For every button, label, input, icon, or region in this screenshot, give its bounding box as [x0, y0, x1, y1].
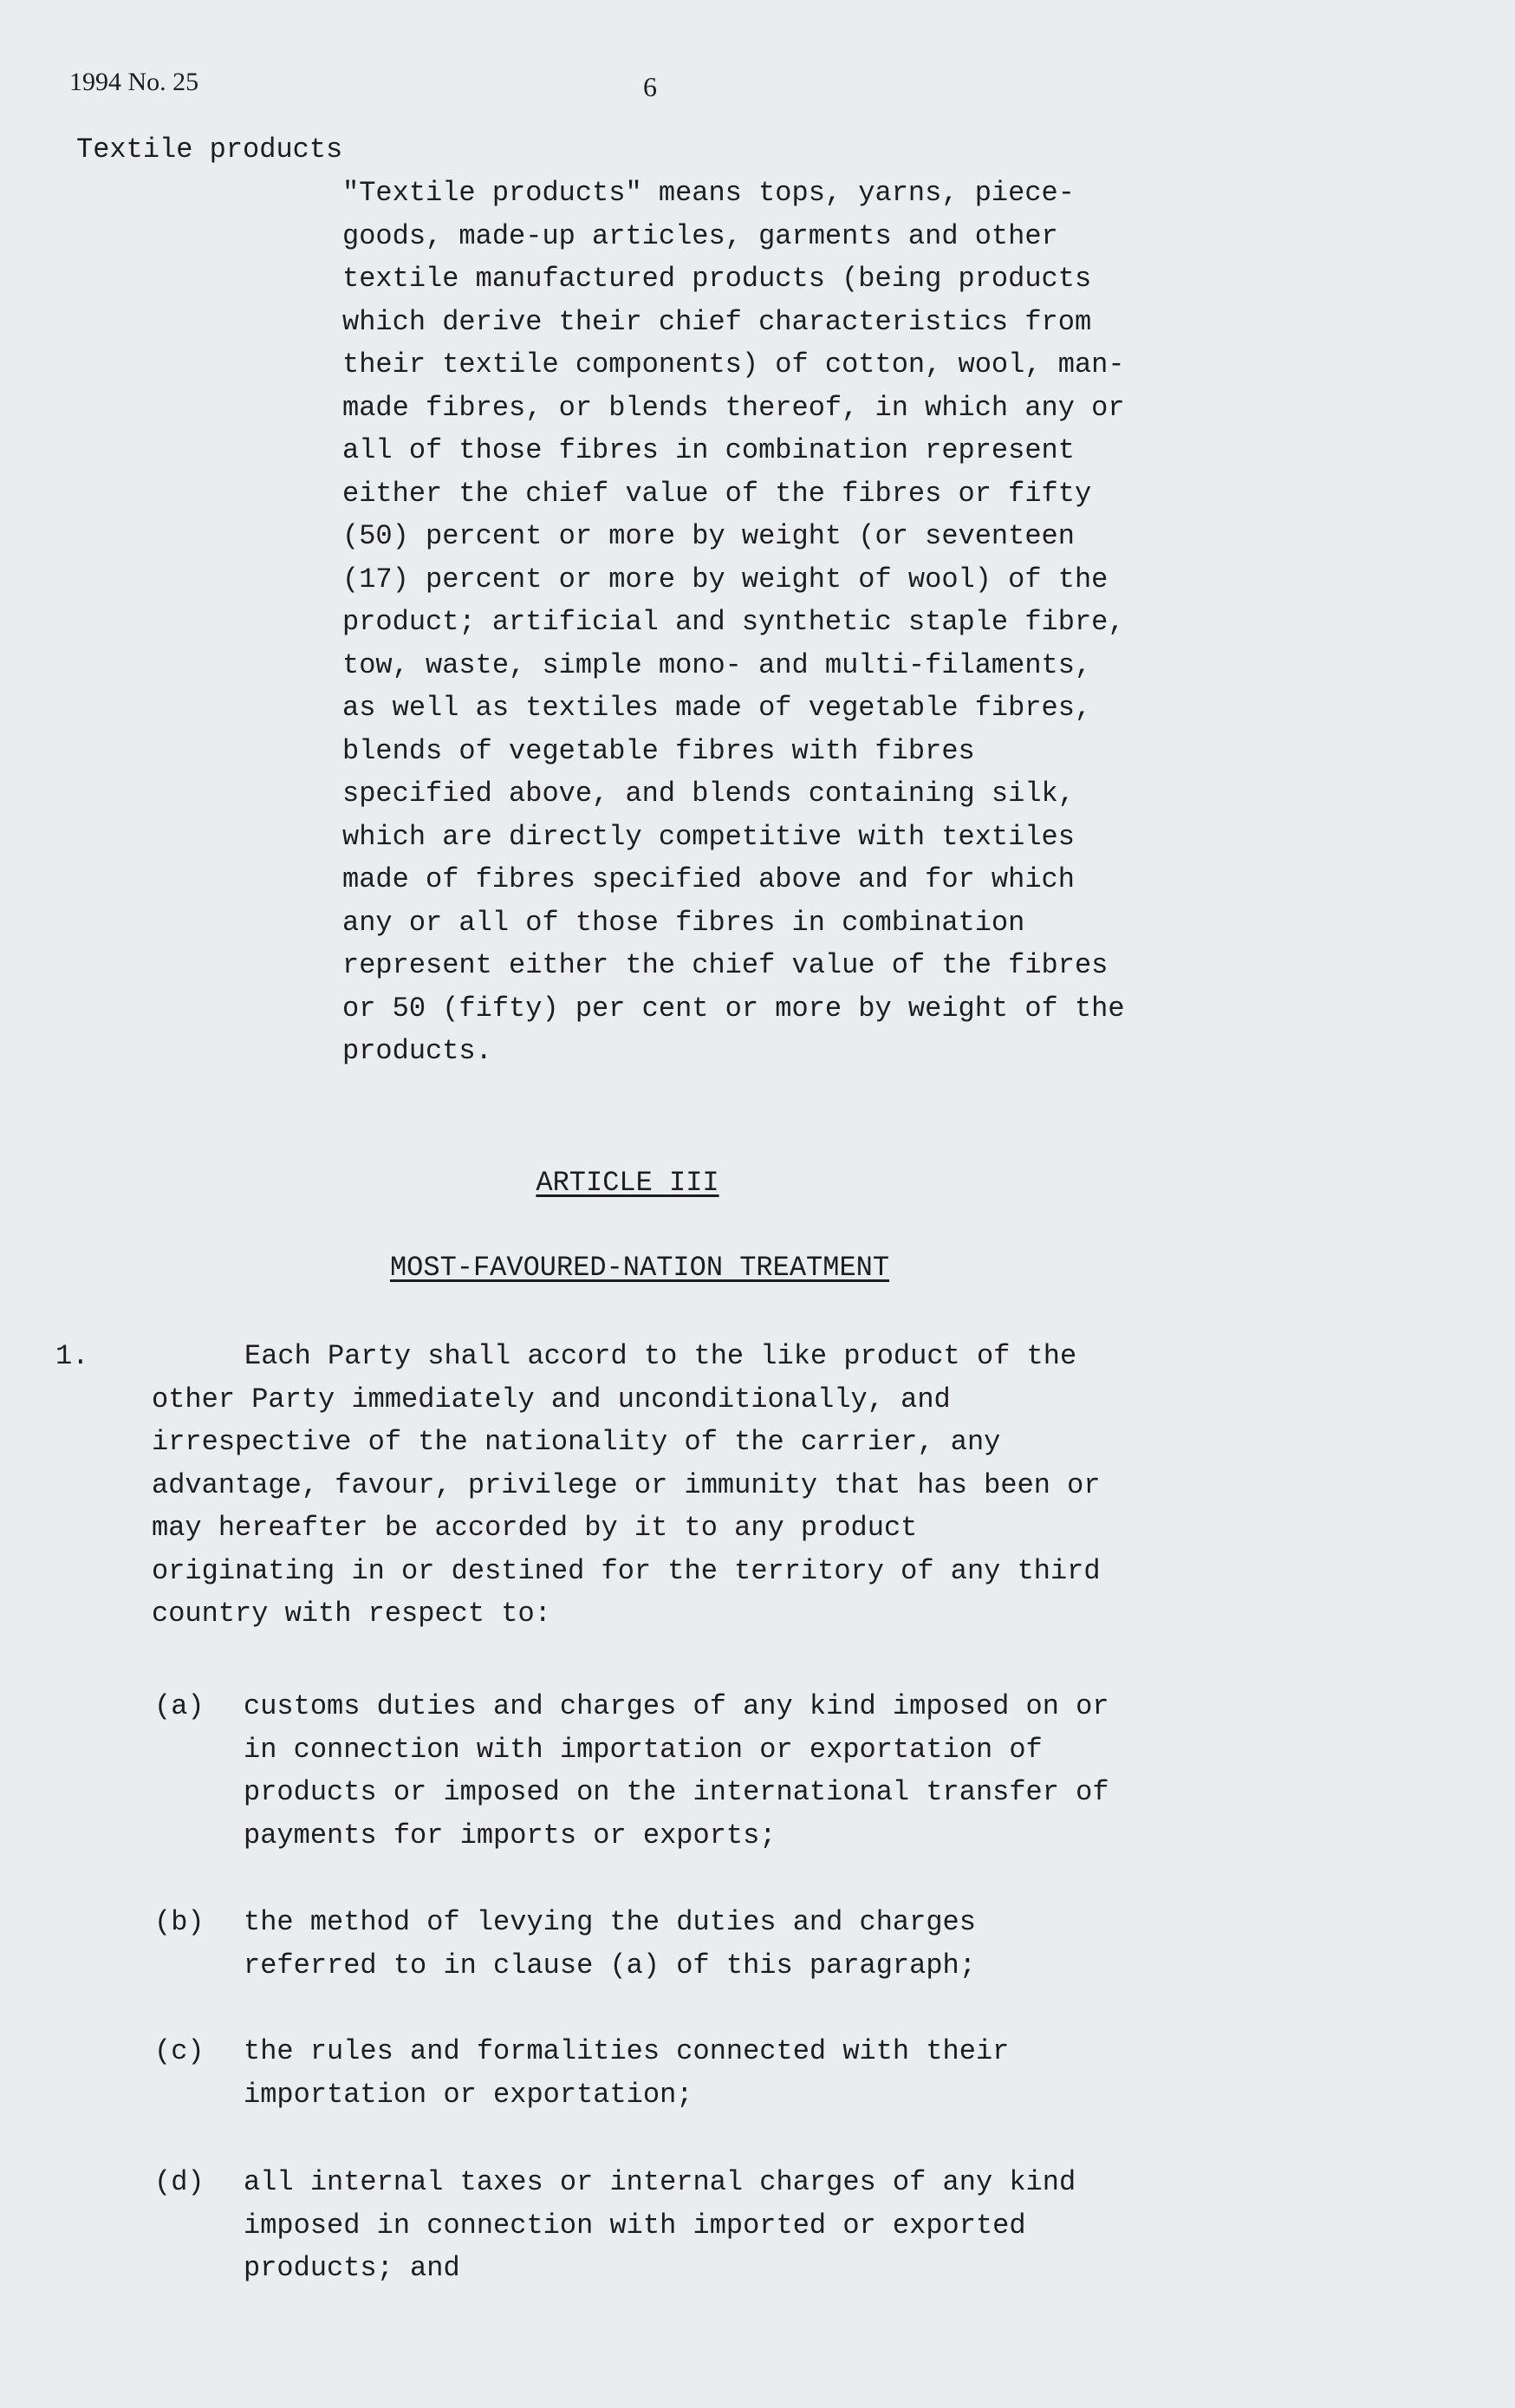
- paragraph-line: Each Party shall accord to the like product of the: [244, 1340, 1077, 1372]
- definition-line: (17) percent or more by weight of wool) of the: [342, 563, 1109, 595]
- clause-line: imposed in connection with imported or exported: [244, 2209, 1026, 2242]
- definition-line: made of fibres specified above and for which: [342, 863, 1075, 895]
- clause-text: [244, 2030, 1009, 2116]
- definition-line: all of those fibres in combination represent: [342, 434, 1075, 466]
- clause-text: [244, 1685, 1109, 1857]
- definition-line: goods, made-up articles, garments and other: [342, 219, 1058, 252]
- definition-line: their textile components) of cotton, wool, man-: [342, 348, 1125, 381]
- article-subtitle: MOST-FAVOURED-NATION TREATMENT: [389, 1252, 890, 1284]
- definition-line: made fibres, or blends thereof, in which any or: [342, 391, 1125, 424]
- clause-line: customs duties and charges of any kind imposed on or: [244, 1690, 1109, 1722]
- paragraph-text: [152, 1335, 1101, 1636]
- definition-line: (50) percent or more by weight (or seventeen: [342, 520, 1075, 552]
- page-number: 6: [643, 71, 657, 102]
- paragraph-line: advantage, favour, privilege or immunity that has been or: [152, 1468, 1101, 1501]
- clause-text: [244, 2161, 1076, 2290]
- definition-line: which derive their chief characteristics from: [342, 305, 1092, 338]
- definition-line: product; artificial and synthetic staple fibre,: [342, 606, 1125, 638]
- clause-label: (c): [154, 2035, 205, 2067]
- clause-line: products; and: [244, 2252, 460, 2284]
- document-reference: 1994 No. 25: [69, 68, 199, 96]
- clause-line: the method of levying the duties and charges: [244, 1906, 976, 1938]
- definition-line: which are directly competitive with textiles: [342, 820, 1075, 853]
- paragraph-line: other Party immediately and unconditionally, and: [152, 1383, 951, 1416]
- clause-line: payments for imports or exports;: [244, 1819, 777, 1852]
- paragraph-line: originating in or destined for the territory of any third: [152, 1554, 1101, 1587]
- definition-line: blends of vegetable fibres with fibres: [342, 734, 975, 767]
- clause-line: products or imposed on the international transfer of: [244, 1776, 1109, 1808]
- clause-line: referred to in clause (a) of this paragraph;: [244, 1949, 976, 1982]
- definition-line: tow, waste, simple mono- and multi-filaments,: [342, 648, 1092, 681]
- definition-line: textile manufactured products (being products: [342, 263, 1092, 295]
- definition-line: specified above, and blends containing silk,: [342, 778, 1075, 810]
- definition-line: "Textile products" means tops, yarns, piece-: [342, 177, 1075, 209]
- definition-line: either the chief value of the fibres or fifty: [342, 477, 1092, 510]
- clause-label: (d): [154, 2166, 205, 2198]
- article-title: ARTICLE III: [536, 1167, 719, 1199]
- paragraph-line: irrespective of the nationality of the carrier, any: [152, 1426, 1001, 1458]
- clause-label: (a): [154, 1690, 205, 1722]
- definition-line: or 50 (fifty) per cent or more by weight of the: [342, 992, 1125, 1025]
- definition-line: products.: [342, 1035, 492, 1067]
- clause-line: importation or exportation;: [244, 2078, 693, 2111]
- clause-line: the rules and formalities connected with their: [244, 2035, 1010, 2067]
- clause-label: (b): [154, 1906, 205, 1938]
- definition-line: any or all of those fibres in combination: [342, 906, 1025, 939]
- definition-text: [342, 172, 1125, 1073]
- paragraph-number: 1.: [55, 1340, 89, 1372]
- clause-line: in connection with importation or exportation of: [244, 1733, 1043, 1766]
- definition-line: as well as textiles made of vegetable fibres,: [342, 692, 1092, 724]
- definition-line: represent either the chief value of the fibres: [342, 949, 1109, 981]
- clause-text: [244, 1901, 976, 1987]
- paragraph-line: country with respect to:: [152, 1598, 551, 1630]
- paragraph-line: may hereafter be accorded by it to any product: [152, 1512, 918, 1544]
- clause-line: all internal taxes or internal charges of any kind: [244, 2166, 1076, 2198]
- definition-term: Textile products: [76, 133, 343, 166]
